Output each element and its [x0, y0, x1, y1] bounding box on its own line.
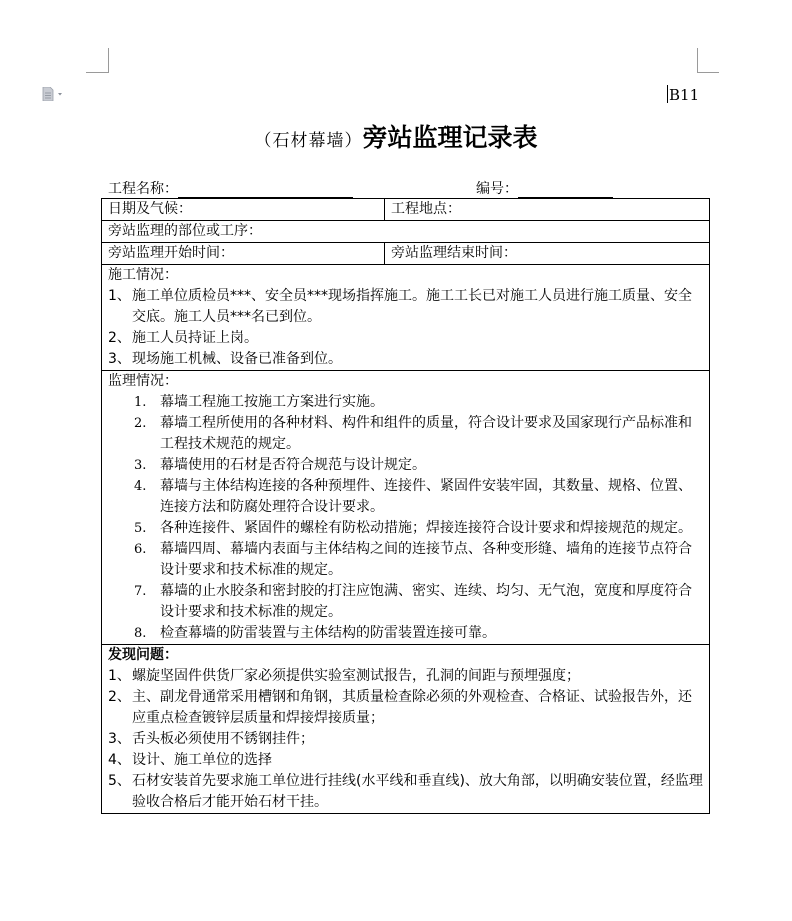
item-number: 7.	[134, 584, 147, 599]
issue-item	[108, 687, 709, 729]
project-name-blank[interactable]	[178, 183, 353, 198]
supervision-item	[108, 455, 709, 476]
item-number: 3.	[134, 458, 147, 473]
supervision-item	[108, 476, 709, 518]
page-title	[0, 118, 792, 154]
crop-mark-top-right-vertical	[697, 48, 698, 73]
start-time-cell[interactable]	[102, 243, 385, 265]
part-process-cell[interactable]	[102, 221, 710, 243]
crop-mark-top-left-horizontal	[86, 72, 108, 73]
supervision-record-table	[101, 198, 710, 814]
end-time-label: 旁站监理结束时间：	[391, 245, 517, 261]
item-text: 幕墙使用的石材是否符合规范与设计规定。	[160, 457, 426, 473]
item-text: 幕墙工程施工按施工方案进行实施。	[160, 394, 384, 410]
supervision-item	[108, 623, 709, 644]
construction-section[interactable]	[102, 265, 710, 371]
item-text: 幕墙的止水胶条和密封胶的打注应饱满、密实、连续、均匀、无气泡，宽度和厚度符合设计要求和技术标准的规定。	[160, 583, 692, 620]
item-text: 现场施工机械、设备已准备到位。	[132, 351, 342, 367]
item-number: 2.	[134, 416, 147, 431]
number-label: 编号：	[476, 181, 518, 197]
item-number: 5.	[134, 521, 147, 536]
supervision-item	[108, 392, 709, 413]
construction-item	[108, 328, 709, 349]
issues-section[interactable]	[102, 645, 710, 814]
issue-item	[108, 666, 709, 687]
item-number: 1、	[108, 288, 131, 304]
crop-mark-top-left-vertical	[108, 48, 109, 73]
crop-mark-top-right-horizontal	[697, 72, 719, 73]
number-field[interactable]	[476, 178, 613, 198]
item-number: 5、	[108, 773, 131, 789]
start-time-label: 旁站监理开始时间：	[108, 245, 234, 261]
supervision-item	[108, 413, 709, 455]
document-icon[interactable]	[42, 86, 64, 100]
form-code: B11	[669, 86, 700, 104]
item-text: 各种连接件、紧固件的螺栓有防松动措施；焊接连接符合设计要求和焊接规范的规定。	[160, 520, 692, 536]
item-number: 4.	[134, 479, 147, 494]
end-time-cell[interactable]	[385, 243, 710, 265]
item-number: 4、	[108, 752, 131, 768]
supervision-section[interactable]	[102, 371, 710, 645]
construction-heading: 施工情况：	[108, 267, 178, 283]
construction-item	[108, 349, 709, 370]
title-main: 旁站监理记录表	[362, 123, 538, 152]
text-cursor	[667, 85, 668, 103]
item-text: 幕墙工程所使用的各种材料、构件和组件的质量，符合设计要求及国家现行产品标准和工程技术规范的规定。	[160, 415, 692, 452]
item-number: 3、	[108, 731, 131, 747]
supervision-item	[108, 581, 709, 623]
number-blank[interactable]	[518, 183, 613, 198]
item-text: 幕墙四周、幕墙内表面与主体结构之间的连接节点、各种变形缝、墙角的连接节点符合设计要求和技术标准的规定。	[160, 541, 692, 578]
supervision-item	[108, 539, 709, 581]
item-text: 施工人员持证上岗。	[132, 330, 258, 346]
part-process-label: 旁站监理的部位或工序：	[108, 223, 262, 239]
construction-item	[108, 286, 709, 328]
item-text: 石材安装首先要求施工单位进行挂线(水平线和垂直线)、放大角部，以明确安装位置，经监理验收合格后才能开始石材干挂。	[132, 773, 703, 810]
item-number: 6.	[134, 542, 147, 557]
title-subtitle: （石材幕墙）	[254, 131, 363, 151]
supervision-heading: 监理情况：	[108, 373, 178, 389]
date-weather-cell[interactable]	[102, 199, 385, 221]
issue-item	[108, 729, 709, 750]
date-weather-label: 日期及气候：	[108, 201, 192, 217]
item-text: 检查幕墙的防雷装置与主体结构的防雷装置连接可靠。	[160, 625, 496, 641]
issue-item	[108, 750, 709, 771]
item-text: 主、副龙骨通常采用槽钢和角钢，其质量检查除必须的外观检查、合格证、试验报告外，还应重点检查镀锌层质量和焊接焊接质量；	[132, 689, 692, 726]
item-text: 舌头板必须使用不锈钢挂件；	[132, 731, 314, 747]
item-number: 8.	[134, 626, 147, 641]
project-name-field[interactable]	[108, 178, 353, 198]
item-text: 螺旋坚固件供货厂家必须提供实验室测试报告，孔洞的间距与预埋强度；	[132, 668, 580, 684]
item-number: 1.	[134, 395, 147, 410]
issue-item	[108, 771, 709, 813]
issues-heading: 发现问题：	[108, 647, 178, 663]
location-cell[interactable]	[385, 199, 710, 221]
item-text: 幕墙与主体结构连接的各种预埋件、连接件、紧固件安装牢固，其数量、规格、位置、连接方法和防腐处理符合设计要求。	[160, 478, 692, 515]
location-label: 工程地点：	[391, 201, 461, 217]
item-number: 1、	[108, 668, 131, 684]
supervision-item	[108, 518, 709, 539]
item-number: 2、	[108, 689, 131, 705]
item-text: 施工单位质检员***、安全员***现场指挥施工。施工工长已对施工人员进行施工质量、安全交底。施工人员***名已到位。	[132, 288, 692, 325]
item-text: 设计、施工单位的选择	[132, 752, 272, 768]
project-name-label: 工程名称：	[108, 181, 178, 197]
item-number: 3、	[108, 351, 131, 367]
item-number: 2、	[108, 330, 131, 346]
